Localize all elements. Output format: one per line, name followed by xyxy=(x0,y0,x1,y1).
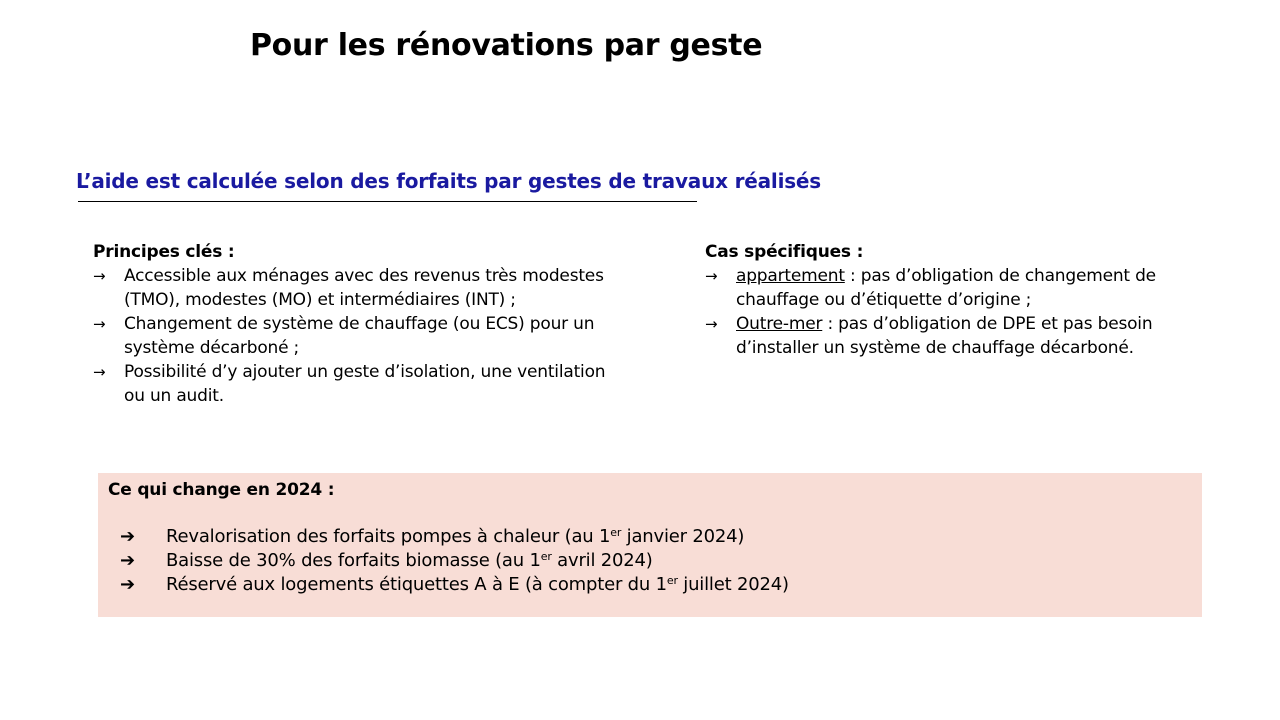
list-item xyxy=(120,525,789,549)
arrow-icon: → xyxy=(705,267,718,285)
bold-arrow-icon: ➔ xyxy=(120,574,135,595)
change-text-end: janvier 2024) xyxy=(621,526,745,547)
arrow-icon: → xyxy=(705,315,718,333)
list-item-text: Accessible aux ménages avec des revenus très modestes (TMO), modestes (MO) et intermédiaires (INT) ; xyxy=(124,266,604,310)
section-subtitle: L’aide est calculée selon des forfaits par gestes de travaux réalisés xyxy=(76,169,821,193)
change-text-sup: er xyxy=(610,526,622,539)
list-item xyxy=(93,264,613,312)
bold-arrow-icon: ➔ xyxy=(120,526,135,547)
change-text-end: avril 2024) xyxy=(551,550,653,571)
arrow-icon: → xyxy=(93,315,106,333)
principes-list xyxy=(93,264,613,408)
bold-arrow-icon: ➔ xyxy=(120,550,135,571)
list-item-text: Possibilité d’y ajouter un geste d’isolation, une ventilation ou un audit. xyxy=(124,362,606,406)
changes-heading: Ce qui change en 2024 : xyxy=(108,480,335,500)
list-item xyxy=(120,573,789,597)
list-item xyxy=(93,360,613,408)
list-item-text: : pas d’obligation de DPE et pas besoin d’installer un système de chauffage décarboné. xyxy=(736,314,1153,358)
list-item xyxy=(120,549,789,573)
list-item xyxy=(705,264,1225,312)
arrow-icon: → xyxy=(93,267,106,285)
change-text-sup: er xyxy=(540,550,552,563)
changes-list xyxy=(120,525,789,597)
change-text-sup: er xyxy=(666,574,678,587)
list-item-term: Outre-mer xyxy=(736,314,823,334)
principes-column xyxy=(93,240,613,408)
changes-box xyxy=(98,473,1202,617)
arrow-icon: → xyxy=(93,363,106,381)
subtitle-underline xyxy=(78,201,697,202)
principes-heading: Principes clés : xyxy=(93,242,235,262)
change-text-start: Réservé aux logements étiquettes A à E (à compter du 1 xyxy=(166,574,667,595)
change-text-start: Revalorisation des forfaits pompes à chaleur (au 1 xyxy=(166,526,611,547)
change-text-end: juillet 2024) xyxy=(677,574,789,595)
cas-column xyxy=(705,240,1225,360)
change-text-start: Baisse de 30% des forfaits biomasse (au 1 xyxy=(166,550,541,571)
cas-list xyxy=(705,264,1225,360)
list-item xyxy=(93,312,613,360)
list-item-term: appartement xyxy=(736,266,845,286)
page-title: Pour les rénovations par geste xyxy=(250,28,763,63)
list-item-text: : pas d’obligation de changement de chauffage ou d’étiquette d’origine ; xyxy=(736,266,1156,310)
list-item-text: Changement de système de chauffage (ou ECS) pour un système décarboné ; xyxy=(124,314,595,358)
cas-heading: Cas spécifiques : xyxy=(705,242,864,262)
list-item xyxy=(705,312,1225,360)
